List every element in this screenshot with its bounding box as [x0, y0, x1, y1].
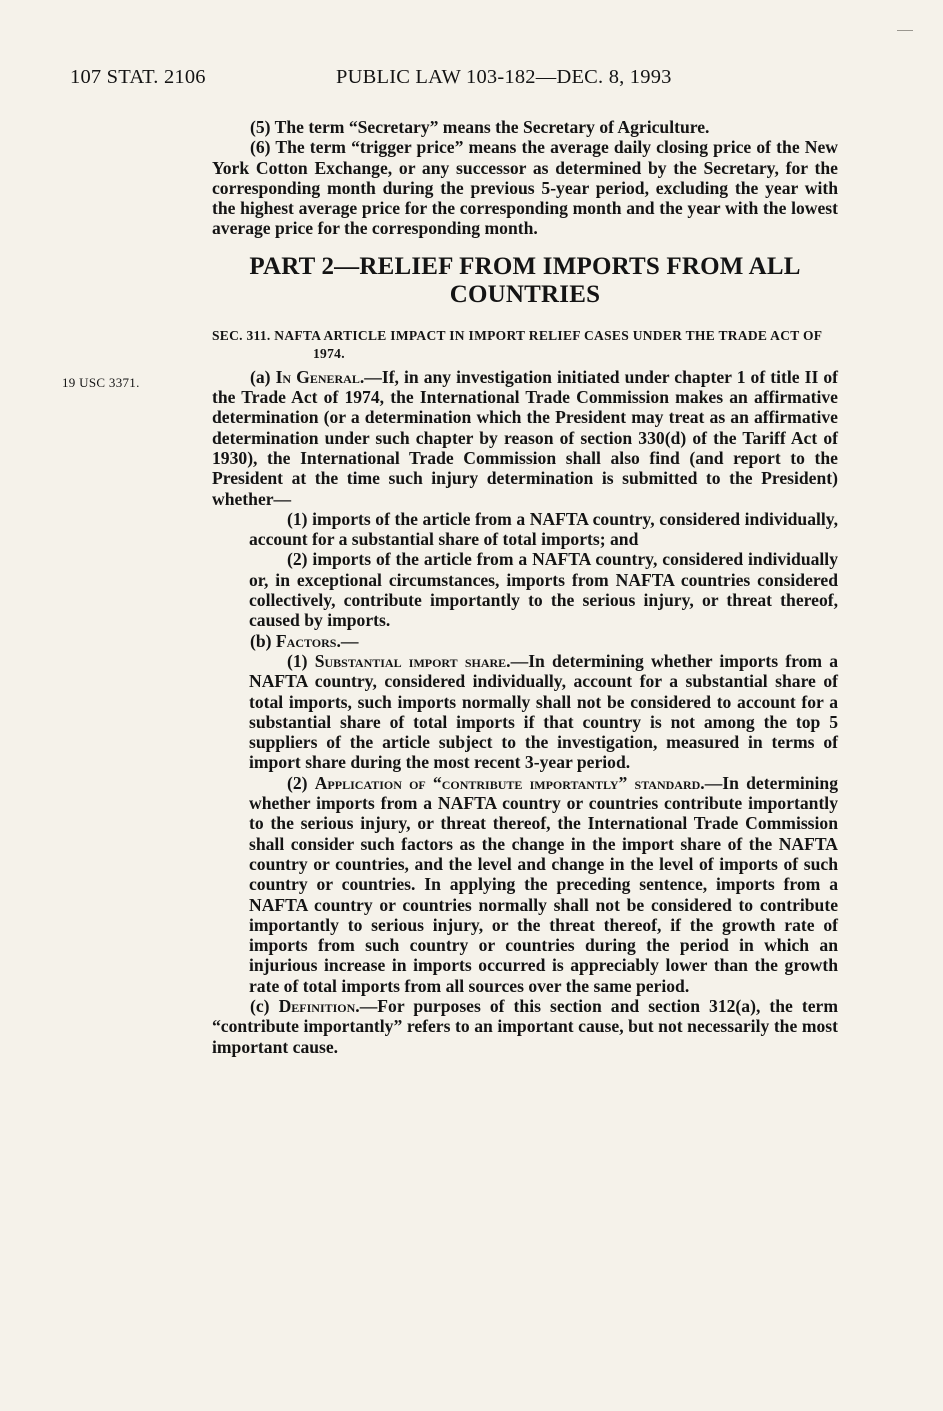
subsection-c-heading: Definition.: [278, 995, 360, 1016]
subsection-b-item-1-heading: Substantial import share.: [314, 650, 511, 671]
page-header: [70, 66, 870, 96]
subsection-b-item-2-heading: Application of “contribute importantly” standard.: [314, 772, 705, 793]
subsection-b-item-2-label: (2): [287, 772, 315, 793]
subsection-c-text: —For purposes of this section and section 312(a), the term “contribute importantly” refers to an important cause, but not necessarily the most important cause.: [212, 995, 838, 1057]
subsection-b-item-1: [212, 651, 838, 773]
part-heading: PART 2—RELIEF FROM IMPORTS FROM ALL COUNTRIES: [249, 252, 801, 308]
subsection-b-label: (b): [250, 630, 276, 651]
subsection-b-item-1-text: —In determining whether imports from a NAFTA country, considered individually, account for a substantial share of total imports, such imports normally shall not be considered to account for a substantial share of total imports if that country is not among the top 5 suppliers of the article subject to the investigation, measured in terms of import share during the most recent 3-year period.: [249, 650, 838, 773]
law-title: PUBLIC LAW 103-182—DEC. 8, 1993: [336, 66, 672, 88]
paragraph-5: (5) The term “Secretary” means the Secretary of Agriculture.: [250, 117, 710, 137]
scan-mark: [897, 30, 913, 31]
subsection-b-dash: —: [340, 630, 359, 651]
subsection-b-item-1-label: (1): [287, 650, 315, 671]
subsection-b: [212, 631, 838, 651]
stat-page-number: 107 STAT. 2106: [70, 66, 206, 88]
subsection-a-item-1: (1) imports of the article from a NAFTA country, considered individually, account for a substantial share of total imports; and: [249, 508, 838, 550]
subsection-a: [212, 367, 838, 509]
subsection-b-heading: Factors.: [275, 630, 341, 651]
subsection-c-label: (c): [250, 995, 279, 1016]
usc-margin-note: 19 USC 3371.: [62, 375, 140, 390]
section-heading: SEC. 311. NAFTA ARTICLE IMPACT IN IMPORT RELIEF CASES UNDER THE TRADE ACT OF 1974.: [212, 327, 822, 361]
subsection-b-item-2-text: —In determining whether imports from a NAFTA country or countries contribute importantly to the serious injury, or threat thereof, the International Trade Commission shall consider such factors as the change in the import share of the NAFTA country or countries, and the level and change in the level of imports of such country or countries. In applying the preceding sentence, imports from a NAFTA country or countries normally shall not be considered to contribute importantly to serious injury, or the threat thereof, if the growth rate of imports from such country or countries during the period in which an injurious increase in imports occurred is appreciably lower than the growth rate of total imports from all sources over the same period.: [249, 772, 838, 996]
subsection-a-heading: In General.: [275, 366, 365, 387]
paragraph-6: (6) The term “trigger price” means the average daily closing price of the New York Cotton Exchange, or any successor as determined by the Secretary, for the corresponding month during the previous 5-year period, excluding the year with the highest average price for the corresponding month and the year with the lowest average price for the corresponding month.: [212, 137, 838, 239]
subsection-b-item-2: [212, 773, 838, 996]
subsection-c: [212, 996, 838, 1057]
document-body: [212, 117, 838, 1057]
subsection-a-text: —If, in any investigation initiated under chapter 1 of title II of the Trade Act of 1974, the International Trade Commission makes an affirmative determination (or a determination which the President may treat as an affirmative determination under such chapter by reason of section 330(d) of the Tariff Act of 1930), the International Trade Commission shall also find (and report to the President at the time such injury determination is submitted to the President) whether—: [212, 366, 839, 509]
subsection-a-item-2: (2) imports of the article from a NAFTA country, considered individually or, in exceptional circumstances, imports from NAFTA countries considered collectively, contribute importantly to the serious injury, or threat thereof, caused by imports.: [249, 549, 838, 631]
subsection-a-label: (a): [250, 366, 276, 387]
